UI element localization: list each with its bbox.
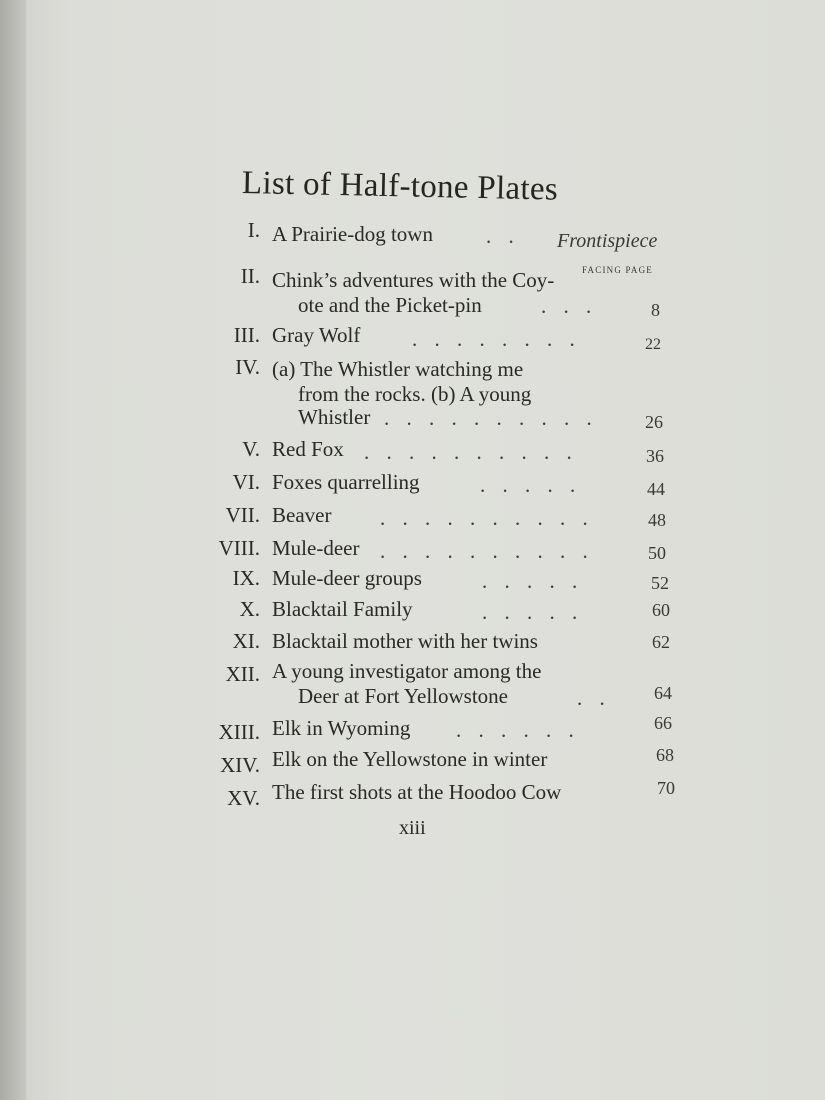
plate-page: 64 [654, 683, 672, 703]
plate-numeral: IX. [232, 566, 260, 590]
page-title: List of Half-tone Plates [241, 165, 559, 208]
plate-numeral: IV. [235, 355, 260, 379]
plate-page: 52 [651, 573, 669, 593]
plate-numeral: X. [239, 597, 260, 621]
plate-caption-line: Mule-deer groups [272, 566, 422, 590]
plate-numeral: XI. [232, 629, 260, 653]
plate-caption-line: from the rocks. (b) A young [298, 382, 532, 406]
plate-numeral: VIII. [218, 536, 260, 560]
plate-page: 68 [656, 745, 674, 765]
plate-caption-line: Deer at Fort Yellowstone [298, 684, 508, 708]
plate-caption-line: Gray Wolf [272, 323, 361, 347]
plate-page: 36 [646, 446, 664, 466]
plate-numeral: XIV. [220, 753, 260, 777]
leader-dots: . . . [541, 294, 598, 318]
facing-page-header: FACING PAGE [582, 265, 653, 275]
plate-page: Frontispiece [557, 230, 658, 252]
plate-caption-line: Elk on the Yellowstone in winter [272, 747, 548, 771]
leader-dots: . . [486, 224, 520, 248]
leader-dots: . . . . . . . . [412, 327, 581, 351]
plate-caption-line: The first shots at the Hoodoo Cow [272, 780, 562, 804]
plate-numeral: III. [233, 323, 260, 347]
page-folio: xiii [399, 817, 426, 839]
plate-numeral: I. [247, 218, 260, 242]
plate-page: 8 [651, 300, 660, 320]
plate-numeral: V. [242, 437, 260, 461]
plate-caption-line: Whistler [298, 405, 371, 429]
leader-dots: . . . . . . [456, 718, 580, 742]
plate-numeral: II. [240, 264, 260, 288]
plate-numeral: VI. [232, 470, 260, 494]
leader-dots: . . . . . . . . . . [384, 406, 598, 430]
spine-shadow [0, 0, 26, 1100]
plate-caption-line: Foxes quarrelling [272, 470, 420, 494]
plate-caption-line: A Prairie-dog town [272, 222, 433, 246]
plate-page: 48 [648, 510, 666, 530]
plate-numeral: VII. [225, 503, 260, 527]
plate-page: 62 [652, 632, 670, 652]
plate-numeral: XIII. [218, 720, 260, 744]
plate-caption-line: Blacktail mother with her twins [272, 629, 538, 653]
plate-page: 44 [647, 479, 665, 499]
leader-dots: . . . . . [480, 473, 582, 497]
leader-dots: . . . . . . . . . . [380, 539, 594, 563]
plate-caption-line: Beaver [272, 503, 332, 527]
plate-page: 22 [645, 336, 661, 353]
plate-caption-line: ote and the Picket-pin [298, 293, 482, 317]
plate-numeral: XV. [227, 786, 260, 810]
plate-page: 50 [648, 543, 666, 563]
leader-dots: . . [577, 686, 611, 710]
plate-page: 66 [654, 713, 672, 733]
leader-dots: . . . . . . . . . . [364, 440, 578, 464]
leader-dots: . . . . . [482, 600, 584, 624]
plate-caption-line: Elk in Wyoming [272, 716, 411, 740]
plate-caption-line: Chink’s adventures with the Coy- [272, 268, 555, 292]
plate-caption-line: A young investigator among the [272, 659, 542, 683]
plate-numeral: XII. [225, 662, 260, 686]
plate-caption-line: Blacktail Family [272, 597, 413, 621]
plate-caption-line: Mule-deer [272, 536, 360, 560]
leader-dots: . . . . . . . . . . [380, 506, 594, 530]
plate-page: 70 [657, 778, 675, 798]
plate-page: 26 [645, 412, 663, 432]
plate-caption-line: Red Fox [272, 437, 344, 461]
plate-page: 60 [652, 600, 670, 620]
leader-dots: . . . . . [482, 569, 584, 593]
plate-caption-line: (a) The Whistler watching me [272, 357, 524, 381]
